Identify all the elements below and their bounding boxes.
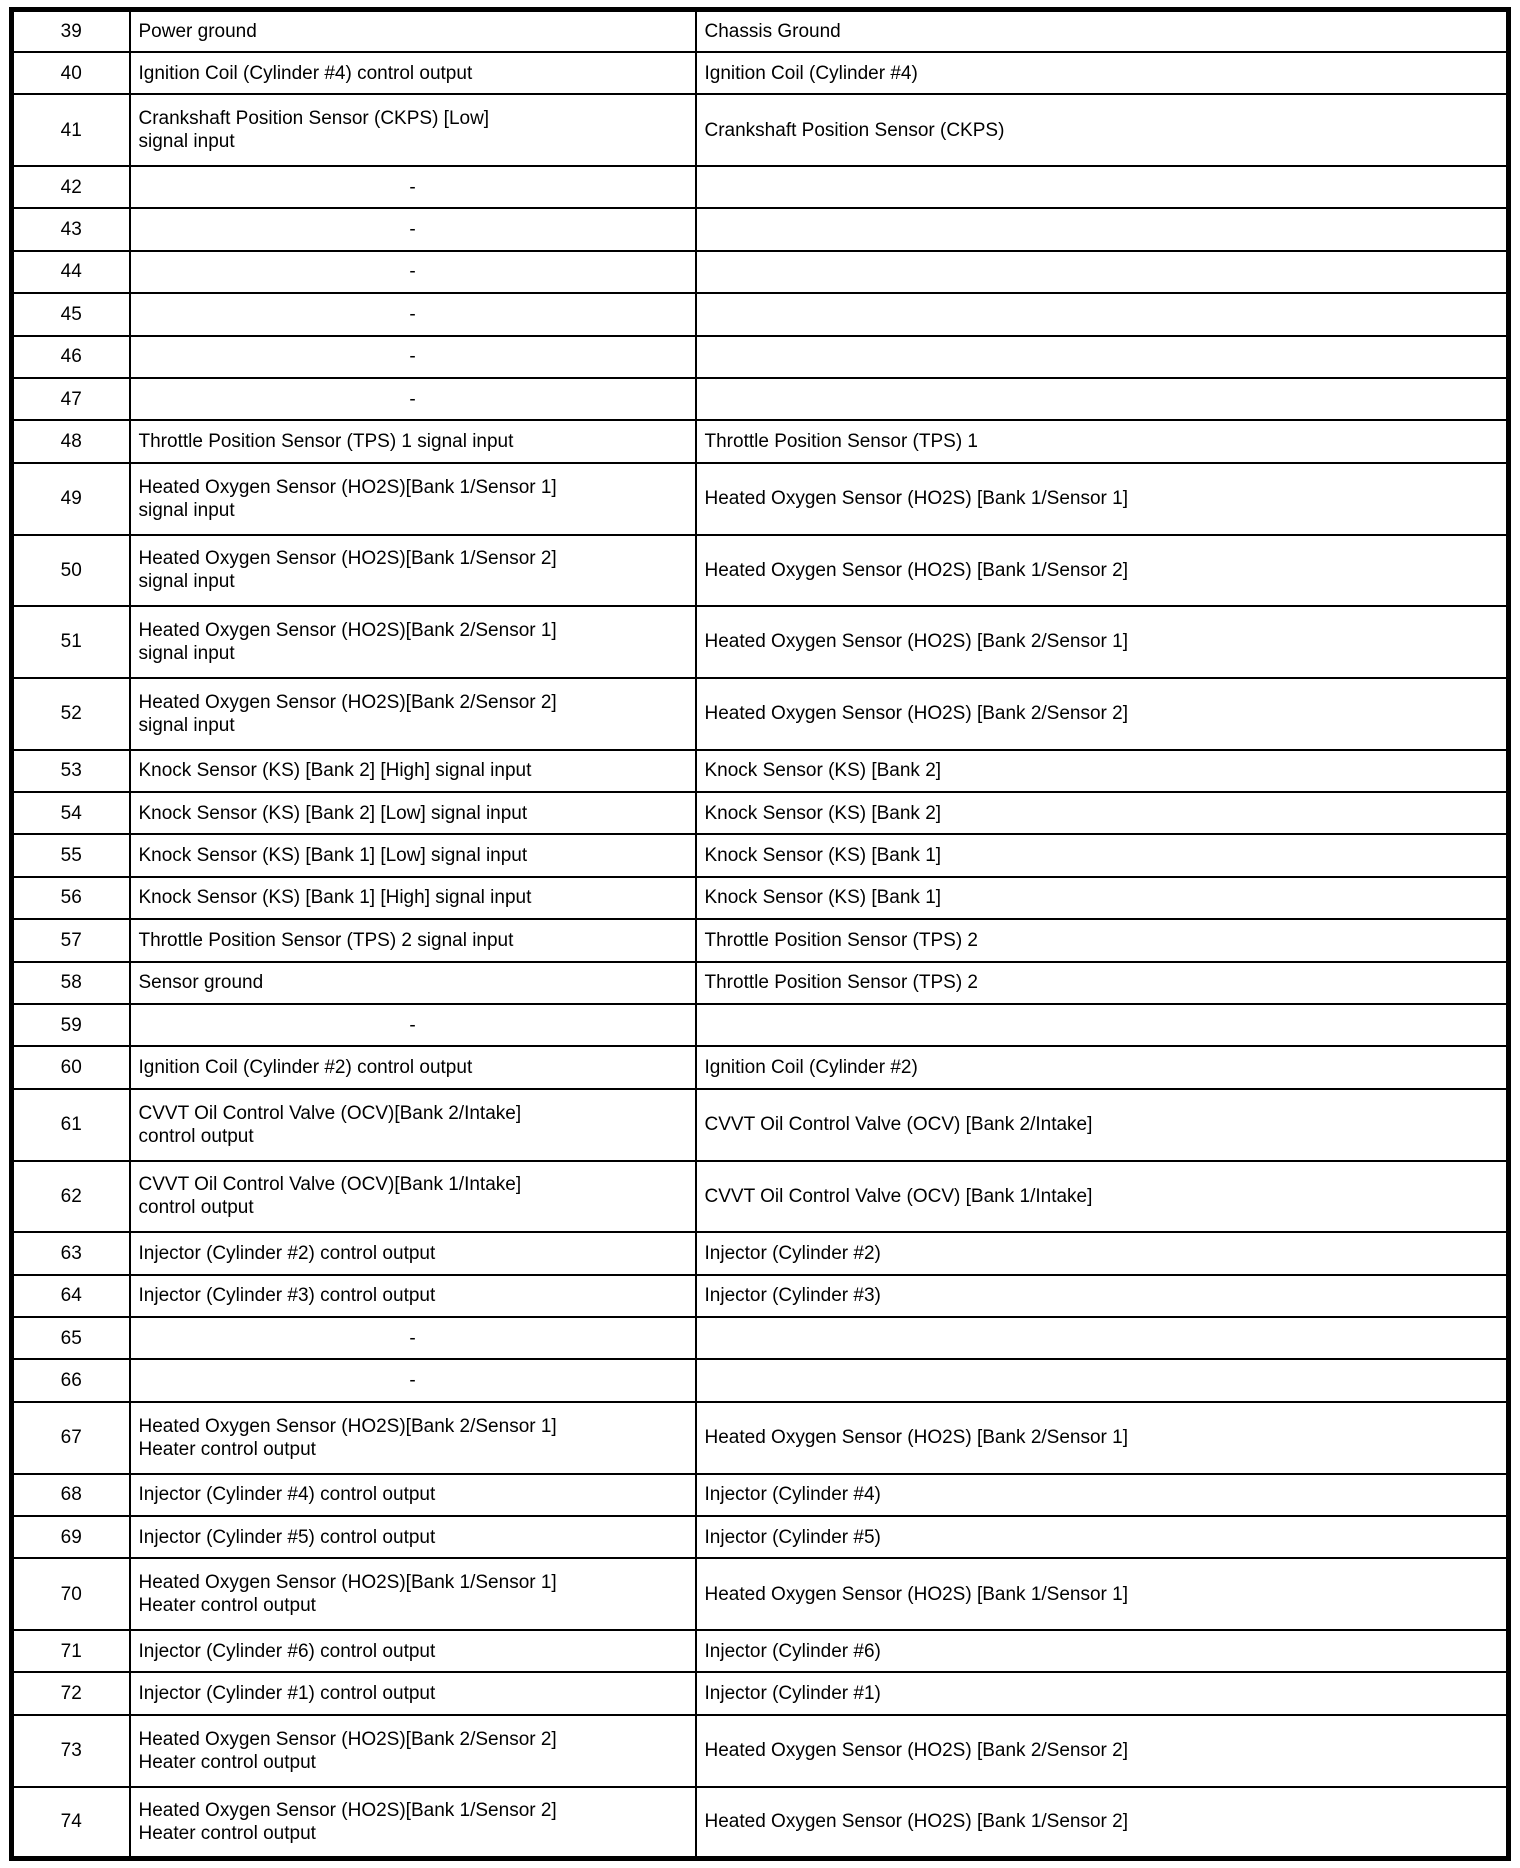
table-row <box>12 293 1509 335</box>
table-row <box>12 535 1509 607</box>
pin-cell: 71 <box>12 1630 130 1672</box>
connected-cell: Knock Sensor (KS) [Bank 1] <box>696 877 1509 919</box>
pin-cell: 61 <box>12 1089 130 1161</box>
pin-cell: 51 <box>12 606 130 678</box>
table-row <box>12 962 1509 1004</box>
connected-cell: Chassis Ground <box>696 10 1509 52</box>
description-line: - <box>409 261 416 283</box>
pin-cell: 63 <box>12 1232 130 1274</box>
description-line: signal input <box>138 499 235 521</box>
connected-cell: Throttle Position Sensor (TPS) 2 <box>696 962 1509 1004</box>
table-row <box>12 94 1509 166</box>
description-line: - <box>409 219 416 241</box>
connected-cell: Heated Oxygen Sensor (HO2S) [Bank 1/Sensor 1] <box>696 1558 1509 1630</box>
pin-cell: 57 <box>12 919 130 961</box>
table-row <box>12 1317 1509 1359</box>
pin-table <box>9 7 1511 1861</box>
pin-cell: 48 <box>12 420 130 462</box>
pin-cell: 41 <box>12 94 130 166</box>
table-row <box>12 336 1509 378</box>
connected-cell: Heated Oxygen Sensor (HO2S) [Bank 1/Sensor 1] <box>696 463 1509 535</box>
table-row <box>12 1402 1509 1474</box>
connected-cell: Ignition Coil (Cylinder #2) <box>696 1046 1509 1088</box>
description-line: Knock Sensor (KS) [Bank 1] [Low] signal input <box>138 845 528 867</box>
description-cell <box>130 10 696 52</box>
pin-cell: 69 <box>12 1516 130 1558</box>
description-cell <box>130 463 696 535</box>
table-row <box>12 1161 1509 1233</box>
description-line: Knock Sensor (KS) [Bank 2] [Low] signal input <box>138 802 528 824</box>
connected-cell <box>696 208 1509 250</box>
description-line: signal input <box>138 571 235 593</box>
description-line: - <box>409 1327 416 1349</box>
table-row <box>12 1089 1509 1161</box>
connected-cell <box>696 251 1509 293</box>
connected-cell <box>696 1004 1509 1046</box>
description-cell <box>130 535 696 607</box>
pin-cell: 39 <box>12 10 130 52</box>
connected-cell: Injector (Cylinder #1) <box>696 1672 1509 1714</box>
description-cell <box>130 1630 696 1672</box>
table-row <box>12 1275 1509 1317</box>
description-cell <box>130 336 696 378</box>
description-cell <box>130 1089 696 1161</box>
description-cell <box>130 1232 696 1274</box>
description-cell <box>130 420 696 462</box>
connected-cell: Heated Oxygen Sensor (HO2S) [Bank 2/Sensor 2] <box>696 1715 1509 1787</box>
description-cell <box>130 877 696 919</box>
pin-cell: 64 <box>12 1275 130 1317</box>
pin-cell: 42 <box>12 166 130 208</box>
description-line: signal input <box>138 131 235 153</box>
table-row <box>12 1046 1509 1088</box>
connected-cell: Injector (Cylinder #5) <box>696 1516 1509 1558</box>
description-cell <box>130 1359 696 1401</box>
description-cell <box>130 919 696 961</box>
description-line: Sensor ground <box>138 972 264 994</box>
pin-cell: 67 <box>12 1402 130 1474</box>
description-line: Injector (Cylinder #6) control output <box>138 1640 436 1662</box>
description-line: Heated Oxygen Sensor (HO2S)[Bank 2/Sensor 2] <box>138 691 557 713</box>
connected-cell: CVVT Oil Control Valve (OCV) [Bank 1/Intake] <box>696 1161 1509 1233</box>
description-line: Knock Sensor (KS) [Bank 2] [High] signal input <box>138 760 532 782</box>
description-line: Injector (Cylinder #3) control output <box>138 1285 436 1307</box>
description-line: CVVT Oil Control Valve (OCV)[Bank 2/Intake] <box>138 1102 522 1124</box>
description-line: Injector (Cylinder #4) control output <box>138 1484 436 1506</box>
description-line: - <box>409 1370 416 1392</box>
pin-cell: 50 <box>12 535 130 607</box>
table-row <box>12 166 1509 208</box>
connected-cell <box>696 1359 1509 1401</box>
connected-cell: Throttle Position Sensor (TPS) 1 <box>696 420 1509 462</box>
connected-cell: Knock Sensor (KS) [Bank 1] <box>696 834 1509 876</box>
table-row <box>12 1474 1509 1516</box>
pin-cell: 62 <box>12 1161 130 1233</box>
description-line: - <box>409 346 416 368</box>
pin-cell: 59 <box>12 1004 130 1046</box>
description-line: Heater control output <box>138 1822 316 1844</box>
description-cell <box>130 1715 696 1787</box>
description-cell <box>130 1672 696 1714</box>
description-cell <box>130 1787 696 1859</box>
description-line: Heated Oxygen Sensor (HO2S)[Bank 2/Sensor 1] <box>138 1415 557 1437</box>
description-line: - <box>409 176 416 198</box>
connected-cell: Knock Sensor (KS) [Bank 2] <box>696 792 1509 834</box>
table-row <box>12 1672 1509 1714</box>
description-cell <box>130 1161 696 1233</box>
pin-cell: 72 <box>12 1672 130 1714</box>
pin-cell: 53 <box>12 750 130 792</box>
table-row <box>12 606 1509 678</box>
description-line: control output <box>138 1125 254 1147</box>
pin-cell: 46 <box>12 336 130 378</box>
table-row <box>12 877 1509 919</box>
pin-cell: 55 <box>12 834 130 876</box>
pin-cell: 44 <box>12 251 130 293</box>
description-line: - <box>409 303 416 325</box>
pin-cell: 73 <box>12 1715 130 1787</box>
description-line: Heater control output <box>138 1595 316 1617</box>
description-line: Ignition Coil (Cylinder #2) control output <box>138 1057 473 1079</box>
description-cell <box>130 678 696 750</box>
table-row <box>12 678 1509 750</box>
description-cell <box>130 251 696 293</box>
description-cell <box>130 52 696 94</box>
table-row <box>12 919 1509 961</box>
description-line: Injector (Cylinder #1) control output <box>138 1683 436 1705</box>
table-row <box>12 834 1509 876</box>
description-line: control output <box>138 1197 254 1219</box>
connected-cell <box>696 378 1509 420</box>
connected-cell <box>696 166 1509 208</box>
description-cell <box>130 962 696 1004</box>
description-cell <box>130 166 696 208</box>
description-line: Heater control output <box>138 1438 316 1460</box>
pin-cell: 43 <box>12 208 130 250</box>
pin-cell: 49 <box>12 463 130 535</box>
description-line: Heater control output <box>138 1751 316 1773</box>
description-line: - <box>409 1014 416 1036</box>
description-cell <box>130 1558 696 1630</box>
description-line: Crankshaft Position Sensor (CKPS) [Low] <box>138 107 490 129</box>
table-row <box>12 378 1509 420</box>
table-row <box>12 10 1509 52</box>
description-cell <box>130 792 696 834</box>
pin-cell: 45 <box>12 293 130 335</box>
pin-cell: 60 <box>12 1046 130 1088</box>
table-row <box>12 52 1509 94</box>
description-line: Injector (Cylinder #2) control output <box>138 1242 436 1264</box>
description-line: Heated Oxygen Sensor (HO2S)[Bank 1/Sensor 2] <box>138 548 557 570</box>
connected-cell: Crankshaft Position Sensor (CKPS) <box>696 94 1509 166</box>
connected-cell: CVVT Oil Control Valve (OCV) [Bank 2/Intake] <box>696 1089 1509 1161</box>
connected-cell: Heated Oxygen Sensor (HO2S) [Bank 2/Sensor 2] <box>696 678 1509 750</box>
table-row <box>12 1232 1509 1274</box>
description-line: Knock Sensor (KS) [Bank 1] [High] signal input <box>138 887 532 909</box>
table-row <box>12 1516 1509 1558</box>
description-cell <box>130 606 696 678</box>
table-row <box>12 251 1509 293</box>
pin-table-body <box>12 10 1509 1859</box>
pin-cell: 66 <box>12 1359 130 1401</box>
description-line: signal input <box>138 643 235 665</box>
table-row <box>12 750 1509 792</box>
description-line: CVVT Oil Control Valve (OCV)[Bank 1/Intake] <box>138 1174 522 1196</box>
description-line: Injector (Cylinder #5) control output <box>138 1526 436 1548</box>
description-cell <box>130 1516 696 1558</box>
description-cell <box>130 1474 696 1516</box>
connected-cell: Heated Oxygen Sensor (HO2S) [Bank 1/Sensor 2] <box>696 535 1509 607</box>
description-cell <box>130 208 696 250</box>
description-cell <box>130 1004 696 1046</box>
connected-cell: Knock Sensor (KS) [Bank 2] <box>696 750 1509 792</box>
table-row <box>12 1715 1509 1787</box>
description-line: Heated Oxygen Sensor (HO2S)[Bank 1/Sensor 2] <box>138 1799 557 1821</box>
table-row <box>12 420 1509 462</box>
description-cell <box>130 1317 696 1359</box>
pin-cell: 47 <box>12 378 130 420</box>
pin-cell: 68 <box>12 1474 130 1516</box>
pin-cell: 65 <box>12 1317 130 1359</box>
connected-cell: Injector (Cylinder #3) <box>696 1275 1509 1317</box>
pin-cell: 56 <box>12 877 130 919</box>
table-row <box>12 1004 1509 1046</box>
table-row <box>12 1630 1509 1672</box>
description-cell <box>130 834 696 876</box>
connected-cell: Throttle Position Sensor (TPS) 2 <box>696 919 1509 961</box>
pin-cell: 74 <box>12 1787 130 1859</box>
pin-cell: 58 <box>12 962 130 1004</box>
connected-cell <box>696 1317 1509 1359</box>
description-cell <box>130 94 696 166</box>
connected-cell <box>696 336 1509 378</box>
description-line: Heated Oxygen Sensor (HO2S)[Bank 1/Sensor 1] <box>138 476 557 498</box>
table-row <box>12 463 1509 535</box>
description-cell <box>130 293 696 335</box>
description-line: Ignition Coil (Cylinder #4) control output <box>138 62 473 84</box>
connected-cell: Heated Oxygen Sensor (HO2S) [Bank 2/Sensor 1] <box>696 1402 1509 1474</box>
pin-cell: 70 <box>12 1558 130 1630</box>
description-line: Throttle Position Sensor (TPS) 2 signal input <box>138 929 514 951</box>
description-line: signal input <box>138 714 235 736</box>
description-line: Heated Oxygen Sensor (HO2S)[Bank 1/Sensor 1] <box>138 1572 557 1594</box>
connected-cell: Ignition Coil (Cylinder #4) <box>696 52 1509 94</box>
table-row <box>12 1558 1509 1630</box>
pin-cell: 54 <box>12 792 130 834</box>
description-cell <box>130 1402 696 1474</box>
description-cell <box>130 750 696 792</box>
description-line: Throttle Position Sensor (TPS) 1 signal input <box>138 431 514 453</box>
description-line: Heated Oxygen Sensor (HO2S)[Bank 2/Sensor 2] <box>138 1728 557 1750</box>
pin-cell: 40 <box>12 52 130 94</box>
pin-cell: 52 <box>12 678 130 750</box>
table-row <box>12 208 1509 250</box>
description-cell <box>130 378 696 420</box>
table-row <box>12 1359 1509 1401</box>
description-line: - <box>409 388 416 410</box>
description-line: Heated Oxygen Sensor (HO2S)[Bank 2/Sensor 1] <box>138 619 557 641</box>
table-row <box>12 1787 1509 1859</box>
description-line: Power ground <box>138 20 257 42</box>
connected-cell: Injector (Cylinder #2) <box>696 1232 1509 1274</box>
description-cell <box>130 1046 696 1088</box>
connected-cell: Injector (Cylinder #4) <box>696 1474 1509 1516</box>
table-row <box>12 792 1509 834</box>
connected-cell: Injector (Cylinder #6) <box>696 1630 1509 1672</box>
description-cell <box>130 1275 696 1317</box>
connected-cell <box>696 293 1509 335</box>
connected-cell: Heated Oxygen Sensor (HO2S) [Bank 1/Sensor 2] <box>696 1787 1509 1859</box>
connected-cell: Heated Oxygen Sensor (HO2S) [Bank 2/Sensor 1] <box>696 606 1509 678</box>
